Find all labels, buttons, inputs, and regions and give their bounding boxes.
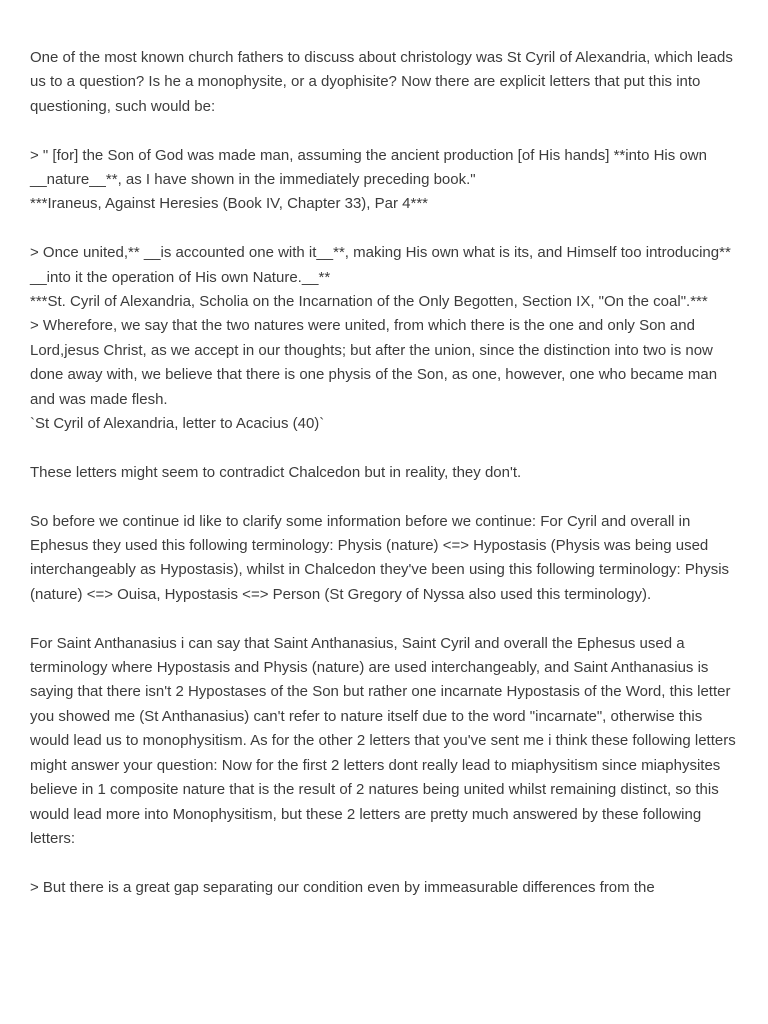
quote-irenaeus-source: ***Iraneus, Against Heresies (Book IV, Chapter 33), Par 4*** — [30, 195, 428, 213]
terminology-paragraph: So before we continue id like to clarify some information before we continue: For Cyril and overall in Ephesus they used this following terminology: Physis (nature) <=> Hypostasis (Physis was being used interchangeably as Hypostasis), whilst in Chalcedon they've been using this following terminology: Physis (nature) <=> Ouisa, Hypostasis <=> Person (St Gregory of Nyssa also used this terminology). — [30, 512, 730, 603]
intro-paragraph: One of the most known church fathers to discuss about christology was St Cyril of Alexandria, which leads us to a question? Is he a monophysite, or a dyophisite? Now there are explicit letters that put this into questioning, such would be: — [30, 49, 733, 115]
spacer — [30, 436, 742, 460]
chalcedon-paragraph: These letters might seem to contradict Chalcedon but in reality, they don't. — [30, 463, 522, 481]
quote-cyril-scholia-source: ***St. Cyril of Alexandria, Scholia on the Incarnation of the Only Begotten, Section IX, "On the coal".*** — [30, 293, 708, 311]
post-body — [30, 46, 742, 900]
spacer — [30, 217, 742, 241]
spacer — [30, 607, 742, 631]
quote-gap-partial: > But there is a great gap separating our condition even by immeasurable differences from the — [30, 878, 655, 896]
quote-cyril-acacius-source: `St Cyril of Alexandria, letter to Acacius (40)` — [30, 415, 325, 433]
spacer — [30, 851, 742, 875]
spacer — [30, 119, 742, 143]
anthanasius-paragraph: For Saint Anthanasius i can say that Saint Anthanasius, Saint Cyril and overall the Ephesus used a terminology where Hypostasis and Physis (nature) are used interchangeably, and Saint Anthanasius is saying that there isn't 2 Hypostases of the Son but rather one incarnate Hypostasis of the Word, this letter you showed me (St Anthanasius) can't refer to nature itself due to the word "incarnate", otherwise this would lead us to monophysitism. As for the other 2 letters that you've sent me i think these following letters might answer your question: Now for the first 2 letters dont really lead to miaphysitism since miaphysites believe in 1 composite nature that is the result of 2 natures being united whilst remaining distinct, so this would lead more into Monophysitism, but these 2 letters are pretty much answered by these following letters: — [30, 634, 736, 847]
quote-cyril-scholia: > Once united,** __is accounted one with it__**, making His own what is its, and Himself too introducing** __into it the operation of His own Nature.__** — [30, 244, 731, 286]
quote-cyril-acacius: > Wherefore, we say that the two natures were united, from which there is the one and only Son and Lord,jesus Christ, as we accept in our thoughts; but after the union, since the distinction into two is now done away with, we believe that there is one physis of the Son, as one, however, one who became man and was made flesh. — [30, 317, 718, 408]
spacer — [30, 485, 742, 509]
quote-irenaeus: > " [for] the Son of God was made man, assuming the ancient production [of His hands] **into His own __nature__**, as I have shown in the immediately preceding book." — [30, 146, 707, 189]
